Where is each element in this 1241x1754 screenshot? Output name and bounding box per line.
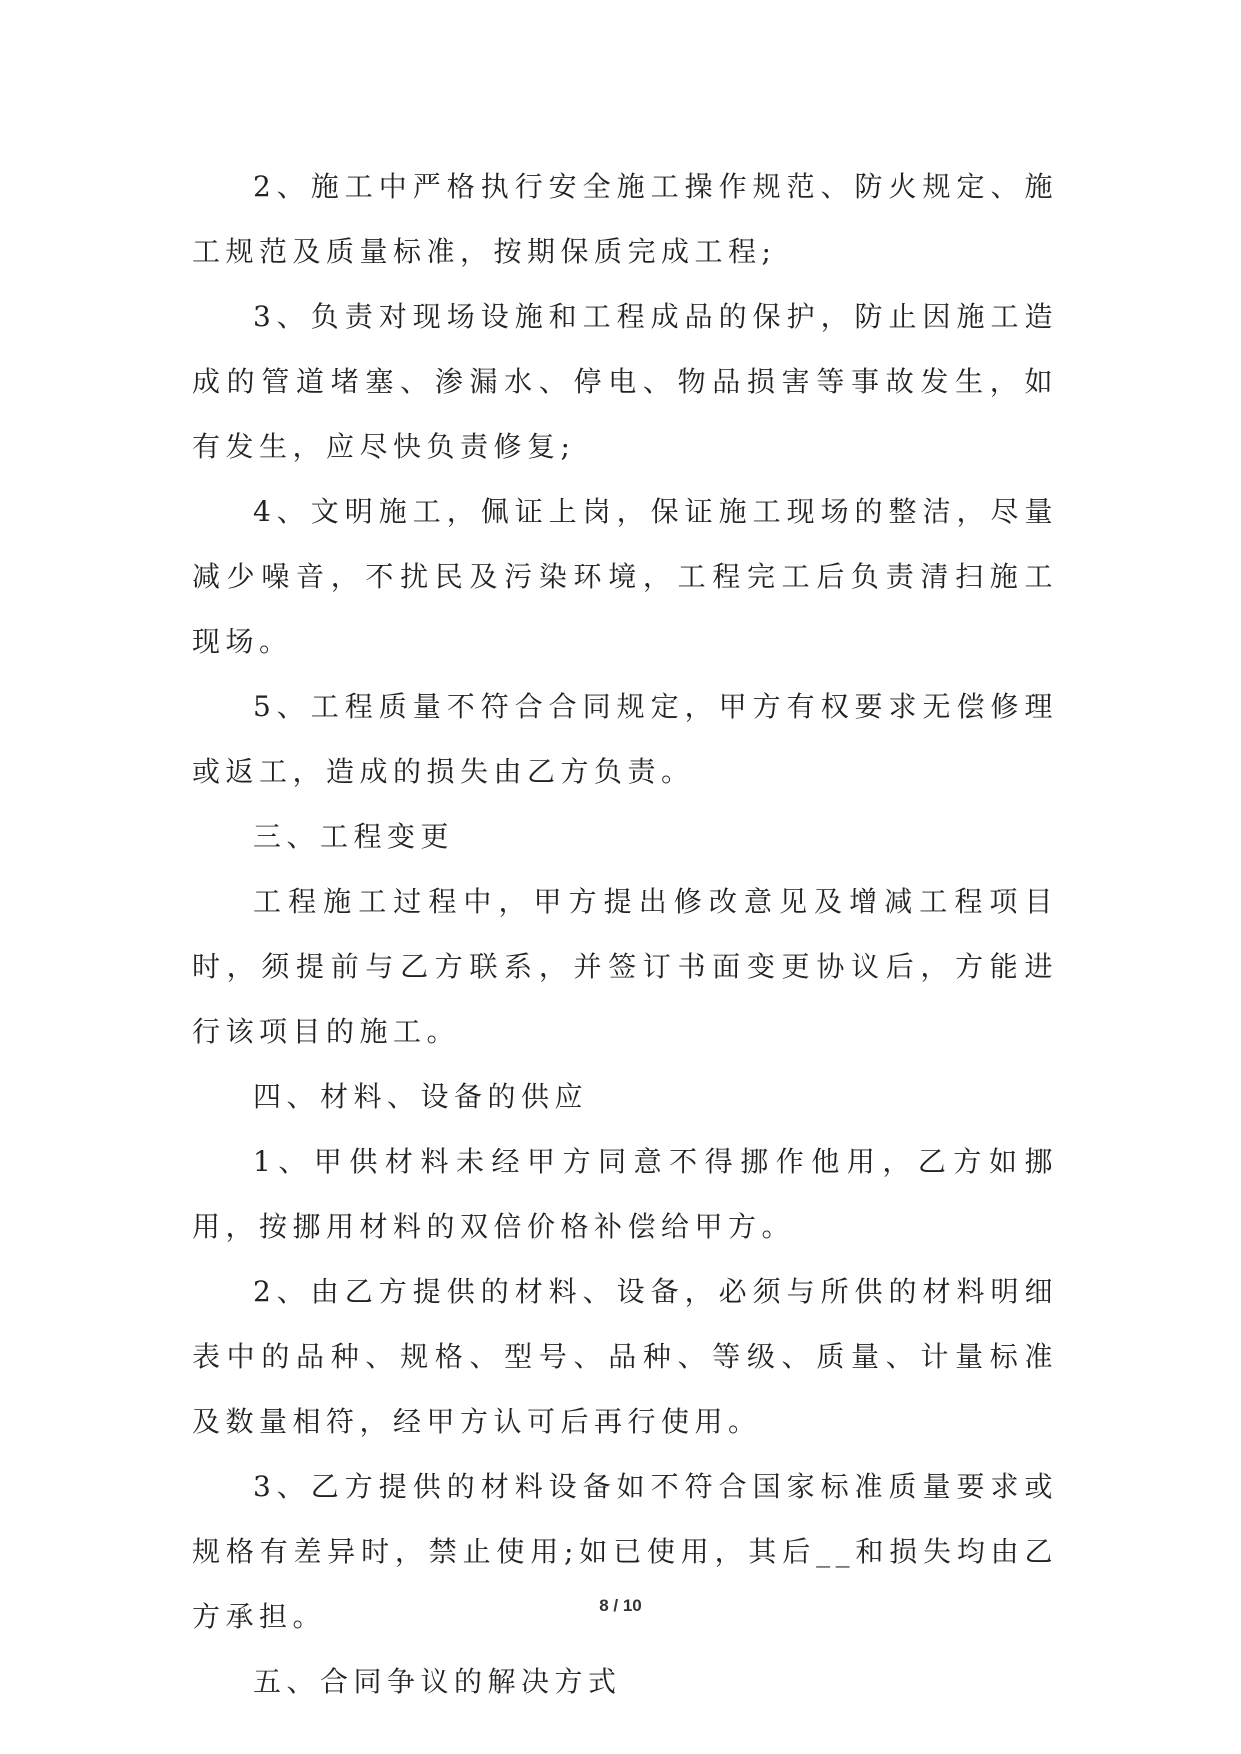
paragraph: 3、乙方提供的材料设备如不符合国家标准质量要求或规格有差异时，禁止使用;如已使用，其后__和损失均由乙方承担。 xyxy=(192,1470,1058,1633)
paragraph: 3、负责对现场设施和工程成品的保护，防止因施工造成的管道堵塞、渗漏水、停电、物品损害等事故发生，如有发生，应尽快负责修复; xyxy=(192,300,1058,463)
paragraph: 2、施工中严格执行安全施工操作规范、防火规定、施工规范及质量标准，按期保质完成工程; xyxy=(192,170,1058,268)
document-body xyxy=(192,154,1058,1714)
section-heading: 三、工程变更 xyxy=(253,820,455,853)
section-heading: 四、材料、设备的供应 xyxy=(253,1080,589,1113)
page-number: 8 / 10 xyxy=(599,1596,642,1615)
section-heading: 五、合同争议的解决方式 xyxy=(253,1665,622,1698)
paragraph: 2、由乙方提供的材料、设备，必须与所供的材料明细表中的品种、规格、型号、品种、等级、质量、计量标准及数量相符，经甲方认可后再行使用。 xyxy=(192,1275,1058,1438)
paragraph: 1、甲供材料未经甲方同意不得挪作他用，乙方如挪用，按挪用材料的双倍价格补偿给甲方。 xyxy=(192,1145,1058,1243)
paragraph: 4、文明施工，佩证上岗，保证施工现场的整洁，尽量减少噪音，不扰民及污染环境，工程完工后负责清扫施工现场。 xyxy=(192,495,1058,658)
paragraph: 工程施工过程中，甲方提出修改意见及增减工程项目时，须提前与乙方联系，并签订书面变更协议后，方能进行该项目的施工。 xyxy=(192,885,1058,1048)
paragraph: 5、工程质量不符合合同规定，甲方有权要求无偿修理或返工，造成的损失由乙方负责。 xyxy=(192,690,1058,788)
